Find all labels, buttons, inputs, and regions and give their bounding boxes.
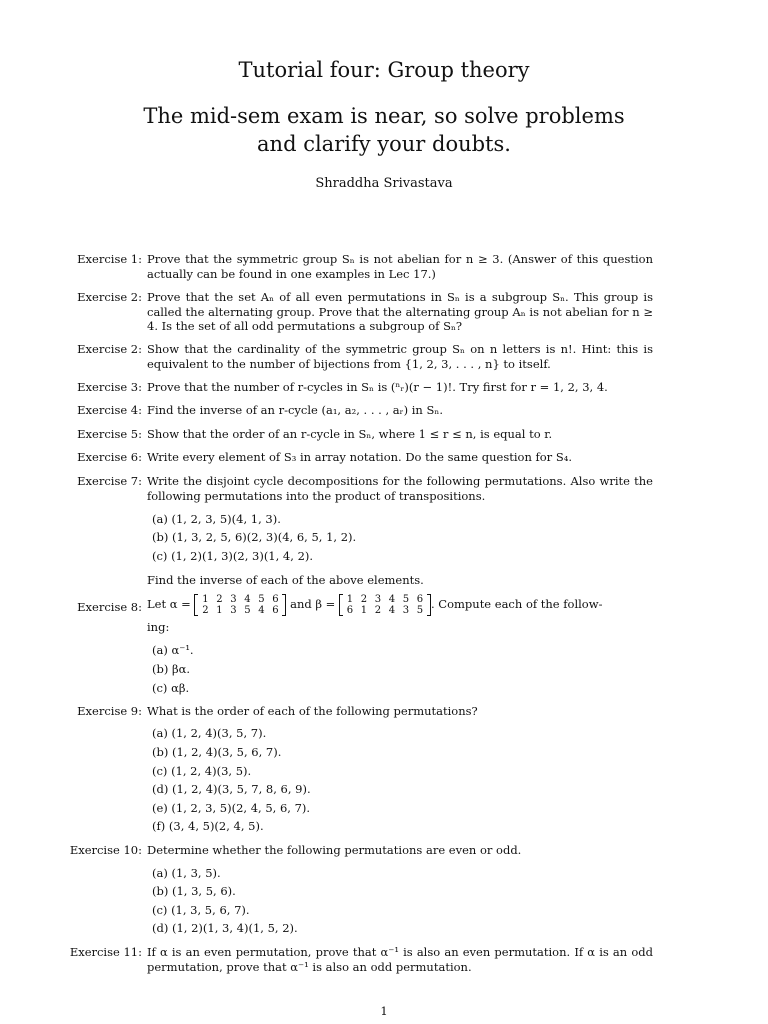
exercise-label: Exercise 8:: [77, 600, 142, 614]
and-beta-text: and β =: [290, 597, 336, 611]
exercise-text: Write the disjoint cycle decompositions for the following permutations. Also write the following permutations into the product of transpositions.: [147, 474, 653, 503]
exercise-text: Prove that the set Aₙ of all even permutations in Sₙ is a subgroup Sₙ. This group is called the alternating group. Prove that the alternating group Aₙ is not abelian for n ≥ 4. Is the set of all odd permutations a subgroup of Sₙ?: [147, 290, 653, 333]
exercise-10-item-a: (a) (1, 3, 5).: [152, 866, 221, 880]
subtitle-line-2: and clarify your doubts.: [257, 132, 511, 156]
exercise-8-item-c: (c) αβ.: [152, 681, 190, 695]
subtitle-line-1: The mid-sem exam is near, so solve problems: [143, 104, 625, 128]
exercise-text: Show that the order of an r-cycle in Sₙ, where 1 ≤ r ≤ n, is equal to r.: [147, 427, 553, 441]
exercise-label: Exercise 10:: [69, 843, 142, 857]
exercise-10-item-c: (c) (1, 3, 5, 6, 7).: [152, 903, 250, 917]
exercise-7-item-c: (c) (1, 2)(1, 3)(2, 3)(1, 4, 2).: [152, 549, 314, 563]
alpha-top-row: 1 2 3 4 5 6: [202, 594, 279, 605]
exercise-10-item-d: (d) (1, 2)(1, 3, 4)(1, 5, 2).: [152, 921, 298, 935]
exercise-8-item-b: (b) βα.: [152, 662, 191, 676]
exercise-8-continuation: ing:: [147, 620, 170, 634]
exercise-label: Exercise 1:: [77, 252, 142, 266]
exercise-10-item-b: (b) (1, 3, 5, 6).: [152, 884, 236, 898]
exercise-label: Exercise 2:: [77, 342, 142, 356]
exercise-label: Exercise 5:: [77, 427, 142, 441]
beta-top-row: 1 2 3 4 5 6: [346, 594, 424, 605]
exercise-label: Exercise 4:: [77, 403, 142, 417]
page-number: 1: [380, 1004, 388, 1018]
exercise-text: Show that the cardinality of the symmetric group Sₙ on n letters is n!. Hint: this is equivalent to the number of bijections from {1, 2, 3, . . . , n} to itself.: [147, 342, 653, 371]
author-name: Shraddha Srivastava: [315, 176, 453, 191]
exercise-7-item-a: (a) (1, 2, 3, 5)(4, 1, 3).: [152, 512, 281, 526]
exercise-9-item-a: (a) (1, 2, 4)(3, 5, 7).: [152, 726, 267, 740]
exercise-9-item-e: (e) (1, 2, 3, 5)(2, 4, 5, 6, 7).: [152, 801, 311, 815]
exercise-9-item-b: (b) (1, 2, 4)(3, 5, 6, 7).: [152, 745, 282, 759]
document-subtitle: [0, 102, 768, 158]
exercise-text: [147, 594, 653, 616]
exercise-8-item-a: (a) α⁻¹.: [152, 643, 194, 657]
beta-bottom-row: 6 1 2 4 3 5: [346, 605, 424, 616]
alpha-matrix: [194, 594, 286, 616]
exercise-label: Exercise 11:: [69, 945, 142, 959]
exercise-text: If α is an even permutation, prove that α⁻¹ is also an even permutation. If α is an odd permutation, prove that α⁻¹ is also an odd permutation.: [147, 945, 653, 974]
exercise-7-item-b: (b) (1, 3, 2, 5, 6)(2, 3)(4, 6, 5, 1, 2).: [152, 530, 357, 544]
exercise-label: Exercise 3:: [77, 380, 142, 394]
exercise-9-item-c: (c) (1, 2, 4)(3, 5).: [152, 764, 252, 778]
exercise-7-followup: Find the inverse of each of the above elements.: [147, 573, 424, 587]
exercise-label: Exercise 9:: [77, 704, 142, 718]
let-alpha-text: Let α =: [147, 597, 191, 611]
compute-text: . Compute each of the follow-: [430, 597, 603, 611]
exercise-text: Find the inverse of an r-cycle (a₁, a₂, . . . , aᵣ) in Sₙ.: [147, 403, 443, 417]
document-title: Tutorial four: Group theory: [238, 58, 530, 82]
exercise-9-item-f: (f) (3, 4, 5)(2, 4, 5).: [152, 819, 264, 833]
exercise-text: What is the order of each of the following permutations?: [147, 704, 478, 718]
exercise-label: Exercise 6:: [77, 450, 142, 464]
exercise-text: Prove that the symmetric group Sₙ is not abelian for n ≥ 3. (Answer of this question actually can be found in one examples in Lec 17.): [147, 252, 653, 281]
exercise-text: Write every element of S₃ in array notation. Do the same question for S₄.: [147, 450, 572, 464]
exercise-label: Exercise 2:: [77, 290, 142, 304]
exercise-label: Exercise 7:: [77, 474, 142, 488]
beta-matrix: [339, 594, 431, 616]
exercise-text: Prove that the number of r-cycles in Sₙ is (ⁿᵣ)(r − 1)!. Try first for r = 1, 2, 3, 4.: [147, 380, 608, 394]
exercise-text: Determine whether the following permutations are even or odd.: [147, 843, 522, 857]
alpha-bottom-row: 2 1 3 5 4 6: [202, 605, 279, 616]
exercise-9-item-d: (d) (1, 2, 4)(3, 5, 7, 8, 6, 9).: [152, 782, 311, 796]
